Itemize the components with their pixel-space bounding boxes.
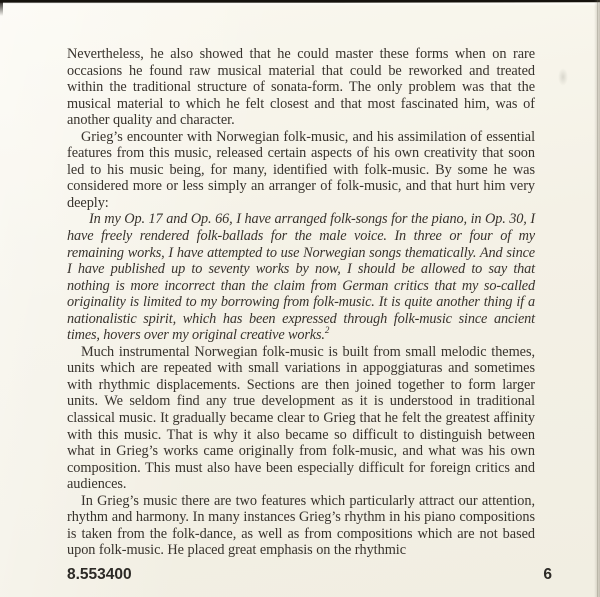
page-text-block xyxy=(67,46,535,559)
page-number: 6 xyxy=(543,566,552,583)
scan-smudge xyxy=(558,68,568,86)
scan-edge-left xyxy=(0,0,3,16)
block-quote xyxy=(67,211,535,343)
scan-edge-top-highlight xyxy=(0,3,600,6)
catalog-number: 8.553400 xyxy=(67,566,132,583)
body-paragraph-3: Much instrumental Norwegian folk-music is built from small melodic themes, units which are repeated with small variations in appoggiaturas and sometimes with rhythmic displacements. Sections are then joined together to form larger units. We seldom find any true development as it is understood in traditional classical music. It gradually became clear to Grieg that he felt the greatest affinity with this music. That is why it also became so difficult to distinguish between what in Grieg’s works came originally from folk-music, and what was his own composition. This must also have been especially difficult for foreign critics and audiences. xyxy=(67,343,535,493)
block-quote-text: In my Op. 17 and Op. 66, I have arranged folk-songs for the piano, in Op. 30, I have freely rendered folk-ballads for the male voice. In three or four of my remaining works, I have attempted to use Norwegian songs thematically. And since I have published up to seventy works by now, I should be allowed to say that nothing is more incorrect than the claim from German critics that my so-called originality is limited to my borrowing from folk-music. It is quite another thing if a nationalistic spirit, which has been expressed through folk-music since ancient times, hovers over my original creative works. xyxy=(67,211,535,344)
body-paragraph-4: In Grieg’s music there are two features which particularly attract our attention, rhythm and harmony. In many instances Grieg’s rhythm in his piano compositions is taken from the folk-dance, as well as from compositions which are not based upon folk-music. He placed great emphasis on the rhythmic xyxy=(67,492,535,559)
body-paragraph-2: Grieg’s encounter with Norwegian folk-music, and his assimilation of essential features from this music, released certain aspects of his own creativity that soon led to his music being, for many, identified with folk-music. By some he was considered more or less simply an arranger of folk-music, and that hurt him very deeply: xyxy=(67,128,535,211)
footnote-marker: 2 xyxy=(324,325,330,336)
scan-edge-right-line xyxy=(597,0,598,597)
page-footer xyxy=(67,566,552,584)
body-paragraph-1: Nevertheless, he also showed that he could master these forms when on rare occasions he found raw musical material that could be reworked and treated within the traditional structure of sonata-form. The only problem was that the musical material to which he felt closest and that most fascinated him, was of another quality and character. xyxy=(67,46,535,129)
